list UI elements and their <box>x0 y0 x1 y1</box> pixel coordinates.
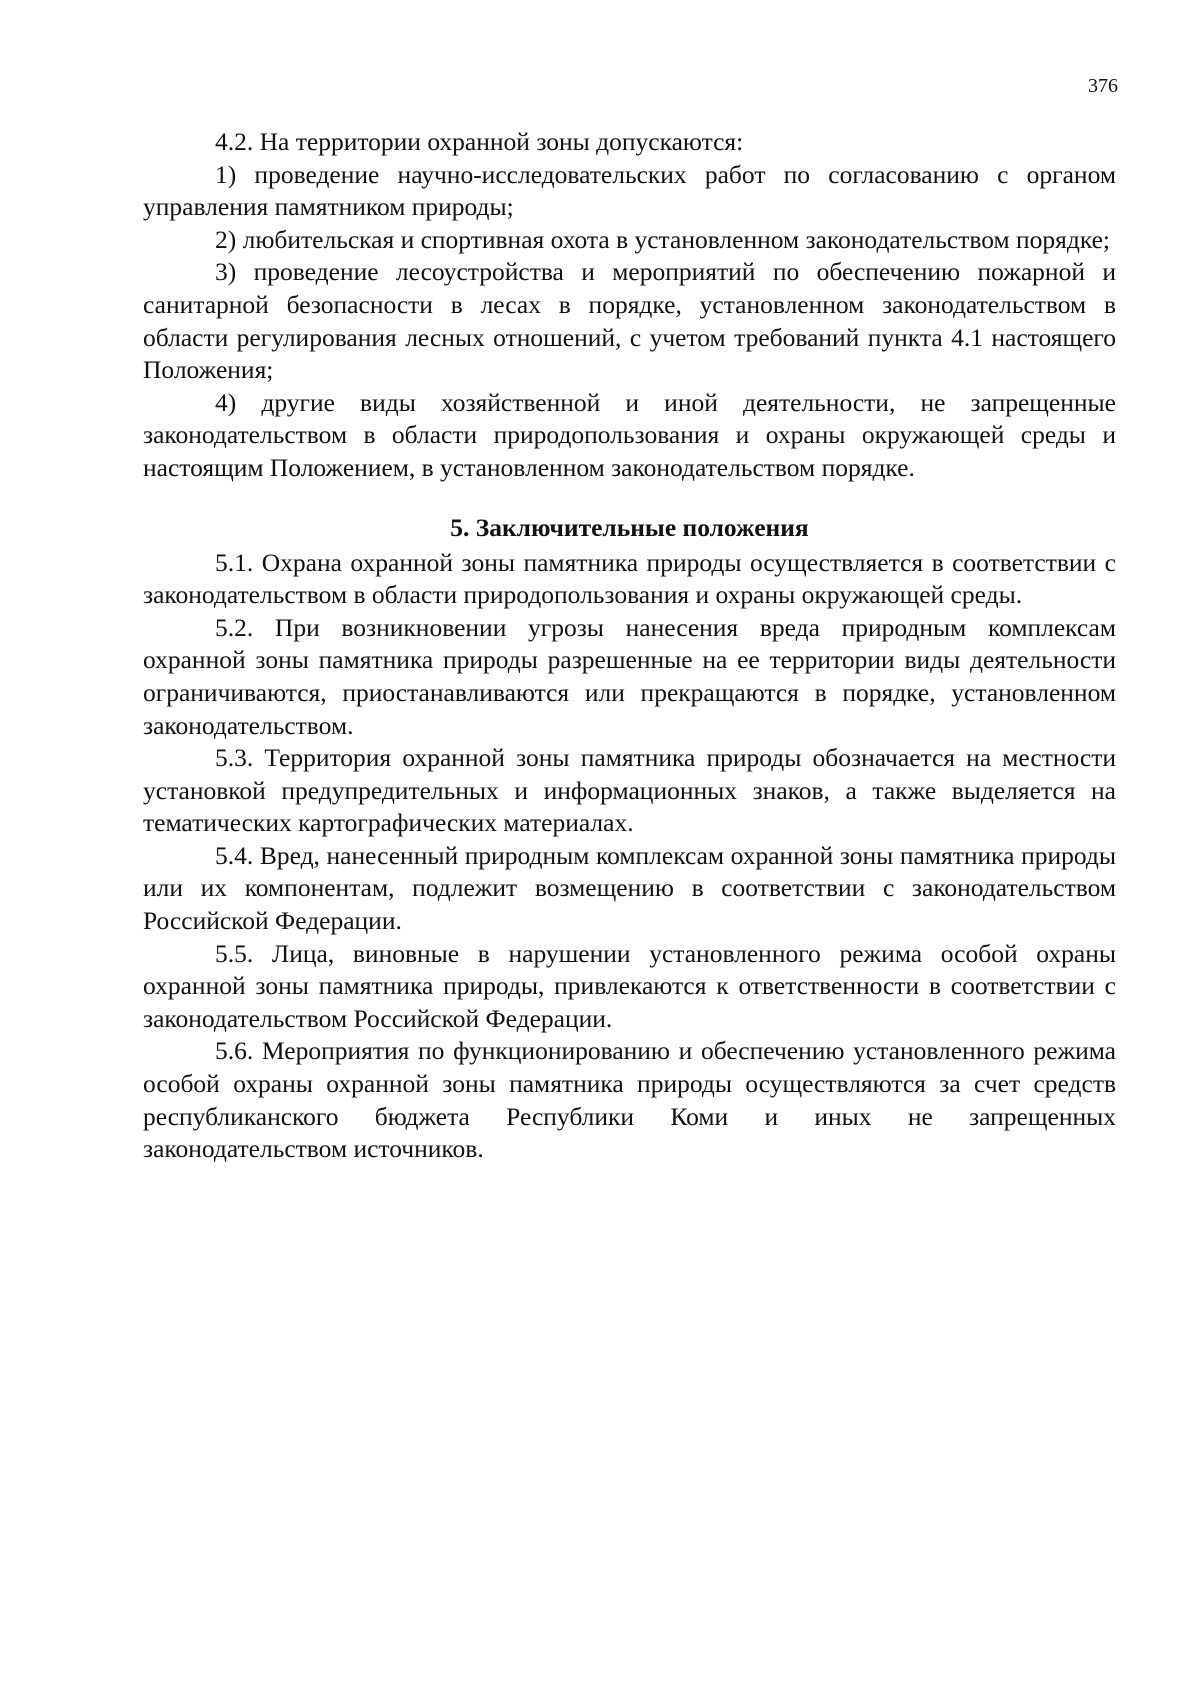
section-heading-5: 5. Заключительные положения <box>450 512 809 542</box>
paragraph-5-4: 5.4. Вред, нанесенный природным комплексам охранной зоны памятника природы или их компонентам, подлежит возмещению в соответствии с законодательством Российской Федерации. <box>143 840 1116 936</box>
paragraph-4-2: 4.2. На территории охранной зоны допускаются: <box>215 127 744 156</box>
page-number: 376 <box>1088 75 1118 97</box>
list-item-4-2-2: 2) любительская и спортивная охота в установленном законодательством порядке; <box>215 224 1111 254</box>
list-item-4-2-1: 1) проведение научно-исследовательских работ по согласованию с органом управления памятником природы; <box>143 159 1116 222</box>
paragraph-5-5: 5.5. Лица, виновные в нарушении установленного режима особой охраны охранной зоны памятника природы, привлекаются к ответственности в соответствии с законодательством Российской Федерации. <box>143 938 1116 1033</box>
paragraph-5-3: 5.3. Территория охранной зоны памятника природы обозначается на местности установкой предупредительных и информационных знаков, а также выделяется на тематических картографических материалах. <box>143 743 1116 838</box>
paragraph-5-1: 5.1. Охрана охранной зоны памятника природы осуществляется в соответствии с законодательством в области природопользования и охраны окружающей среды. <box>143 547 1116 610</box>
paragraph-5-6: 5.6. Мероприятия по функционированию и обеспечению установленного режима особой охраны охранной зоны памятника природы осуществляются за счет средств республиканского бюджета Республики Коми и иных не запрещенных законодательством источников. <box>143 1036 1116 1164</box>
document-body <box>143 126 1116 1166</box>
paragraph-5-2: 5.2. При возникновении угрозы нанесения вреда природным комплексам охранной зоны памятника природы разрешенные на ее территории виды деятельности ограничиваются, приостанавливаются или прекращаются в порядке, установленном законодательством. <box>143 612 1116 740</box>
list-item-4-2-3: 3) проведение лесоустройства и мероприятий по обеспечению пожарной и санитарной безопасности в лесах в порядке, установленном законодательством в области регулирования лесных отношений, с учетом требований пункта 4.1 настоящего Положения; <box>143 257 1116 385</box>
list-item-4-2-4: 4) другие виды хозяйственной и иной деятельности, не запрещенные законодательством в области природопользования и охраны окружающей среды и настоящим Положением, в установленном законодательством порядке. <box>143 387 1116 482</box>
